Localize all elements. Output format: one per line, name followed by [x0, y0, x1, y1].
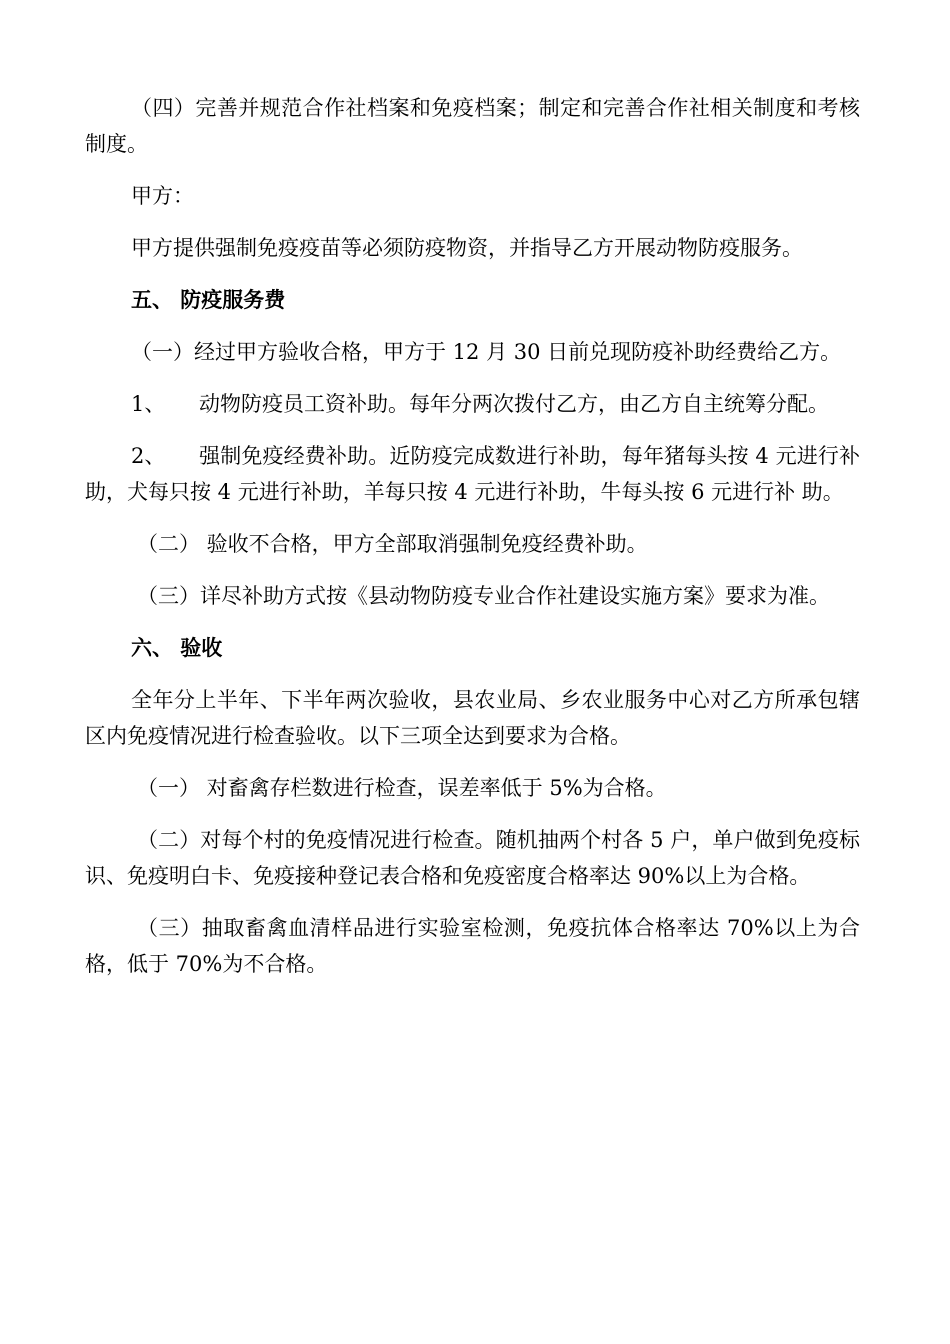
document-body — [85, 90, 860, 998]
paragraph-item-4: （四）完善并规范合作社档案和免疫档案；制定和完善合作社相关制度和考核制度。 — [85, 96, 860, 156]
item-1-text: 动物防疫员工资补助。每年分两次拨付乙方，由乙方自主统筹分配。 — [199, 392, 829, 416]
section-5-heading: 五、 防疫服务费 — [131, 288, 286, 312]
section-5-paragraph-2: （二） 验收不合格，甲方全部取消强制免疫经费补助。 — [137, 532, 648, 556]
section-6-paragraph-3: （三）抽取畜禽血清样品进行实验室检测，免疫抗体合格率达 70%以上为合格，低于 70%为不合格。 — [85, 916, 860, 976]
section-5-paragraph-1: （一）经过甲方验收合格，甲方于 12 月 30 日前兑现防疫补助经费给乙方。 — [131, 340, 842, 364]
section-5-paragraph-3: （三）详尽补助方式按《县动物防疫专业合作社建设实施方案》要求为准。 — [137, 584, 830, 608]
item-2-text: 强制免疫经费补助。近防疫完成数进行补助，每年猪每头按 4 元进行补 助，犬每只按 4 元进行补助，羊每只按 4 元进行补助，牛每头按 6 元进行补 助。 — [85, 444, 860, 504]
section-5-item-2 — [85, 438, 860, 510]
section-6-paragraph-2: （二）对每个村的免疫情况进行检查。随机抽两个村各 5 户，单户做到免疫标识、免疫明白卡、免疫接种登记表合格和免疫密度合格率达 90%以上为合格。 — [85, 828, 860, 888]
party-a-duties: 甲方提供强制免疫疫苗等必须防疫物资，并指导乙方开展动物防疫服务。 — [131, 236, 803, 260]
section-5-item-1 — [85, 386, 860, 422]
section-6-heading: 六、 验收 — [131, 636, 223, 660]
section-6-intro: 全年分上半年、下半年两次验收，县农业局、乡农业服务中心对乙方所承包辖区内免疫情况进行检查验收。以下三项全达到要求为合格。 — [85, 688, 860, 748]
party-a-label: 甲方： — [131, 184, 194, 208]
item-1-number: 1、 — [131, 392, 166, 416]
item-2-number: 2、 — [131, 444, 166, 468]
section-6-paragraph-1: （一） 对畜禽存栏数进行检查，误差率低于 5%为合格。 — [137, 776, 667, 800]
